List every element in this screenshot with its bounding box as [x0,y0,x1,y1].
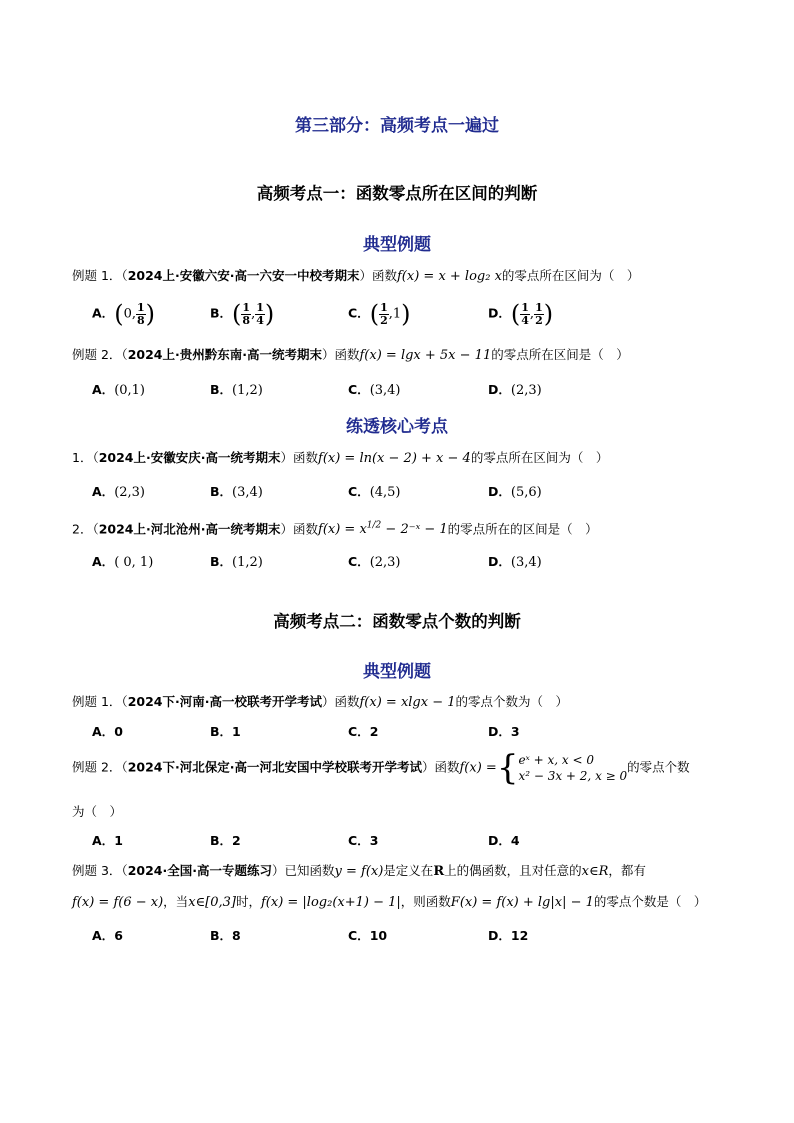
p1-ex2-option-a: A．(0,1) [92,382,146,398]
p1-pr2-option-b: B．(1,2) [210,554,263,570]
fraction: $\frac{1}{8}$ [242,300,251,327]
p1-pr1-question: 1．（2024上·安徽安庆·高一统考期末）函数f(x) = ln(x − 2) + x − 4的零点所在区间为（ ） [72,450,609,466]
p1-ex2-option-c: C．(3,4) [348,382,401,398]
source: 2024上·安徽安庆·高一统考期末 [98,450,281,465]
p1-ex2-option-b: B．(1,2) [210,382,263,398]
p2-ex1-option-b: B．1 [210,724,241,739]
p1-ex1-option-a: A．(0, $\frac{1}{8}$ ) [92,300,156,328]
p2-ex2-question-line2: 为（ ） [72,804,123,819]
p2-ex1-option-d: D．3 [488,724,520,739]
p2-ex1-option-a: A．0 [92,724,123,739]
point1-practice-title: 练透核心考点 [346,417,448,437]
p2-ex3-option-b: B．8 [210,928,241,943]
p1-ex1-question: 例题 1．（2024上·安徽六安·高一六安一中校考期末）函数f(x) = x + log₂ x的零点所在区间为（ ） [72,268,640,284]
p1-pr2-option-d: D．(3,4) [488,554,542,570]
p2-ex2-option-d: D．4 [488,833,520,848]
point1-typical-title: 典型例题 [363,235,431,255]
p2-ex3-question: 例题 3．（2024·全国·高一专题练习）已知函数y = f(x)是定义在R上的偶函数，且对任意的x∈R，都有 [72,863,646,879]
p2-ex1-option-c: C．2 [348,724,379,739]
p1-ex1-option-b: B．( $\frac{1}{8}$ , $\frac{1}{4}$ ) [210,300,275,328]
function-expression: f(x) = xlgx − 1 [359,695,456,710]
piecewise-function: eˣ + x, x < 0 x² − 3x + 2, x ≥ 0 [518,753,628,783]
p2-ex3-option-c: C．10 [348,928,388,943]
point1-title: 高频考点一：函数零点所在区间的判断 [256,184,538,203]
source: 2024下·河南·高一校联考开学考试 [127,694,322,709]
p2-ex3-question-line2: f(x) = f(6 − x)，当x∈[0,3]时，f(x) = |log₂(x+1) − 1|，则函数F(x) = f(x) + lg|x| − 1的零点个数是（ ） [72,894,707,910]
p2-ex3-option-a: A．6 [92,928,123,943]
p2-ex2-option-b: B．2 [210,833,241,848]
p1-pr1-option-d: D．(5,6) [488,484,542,500]
p2-ex2-option-a: A．1 [92,833,123,848]
p1-pr1-option-c: C．(4,5) [348,484,401,500]
source: 2024下·河北保定·高一河北安国中学校联考开学考试 [127,759,422,775]
function-expression: $f(x) = x^{1/2}$ − 2⁻ˣ − 1 [318,521,448,538]
p2-ex1-question: 例题 1．（2024下·河南·高一校联考开学考试）函数f(x) = xlgx − 1的零点个数为（ ） [72,694,569,710]
source: 2024上·河北沧州·高一统考期末 [98,521,281,537]
fraction: $\frac{1}{4}$ [521,300,529,327]
p1-pr1-option-a: A．(2,3) [92,484,146,500]
source: 2024上·安徽六安·高一六安一中校考期末 [127,268,360,283]
fraction: $\frac{1}{2}$ [535,300,543,327]
function-expression: f(x) = x + log₂ x [397,269,502,284]
p1-pr2-question: 2．（2024上·河北沧州·高一统考期末）函数$f(x) = x^{1/2}$ − 2⁻ˣ − 1的零点所在的区间是（ ） [72,521,598,538]
fraction: $\frac{1}{8}$ [136,300,145,327]
p1-ex1-option-d: D．( $\frac{1}{4}$ , $\frac{1}{2}$ ) [488,300,554,328]
part-title: 第三部分：高频考点一遍过 [295,116,499,136]
p1-ex1-option-c: C．( $\frac{1}{2}$ ,1) [348,300,411,328]
fraction: $\frac{1}{2}$ [380,300,388,327]
point2-title: 高频考点二：函数零点个数的判断 [273,612,521,631]
source: 2024上·贵州黔东南·高一统考期末 [127,347,322,362]
p2-ex2-question: 例题 2．（2024下·河北保定·高一河北安国中学校联考开学考试）函数f(x) ={ eˣ + x, x < 0 x² − 3x + 2, x ≥ 0 的零点个数 [72,748,690,788]
p1-pr2-option-c: C．(2,3) [348,554,401,570]
function-expression: f(x) = lgx + 5x − 11 [359,348,492,363]
source: 2024·全国·高一专题练习 [127,863,272,878]
p1-pr1-option-b: B．(3,4) [210,484,263,500]
p1-pr2-option-a: A．( 0, 1) [92,554,154,570]
p2-ex3-option-d: D．12 [488,928,529,943]
function-expression: f(x) = ln(x − 2) + x − 4 [318,451,471,466]
p1-ex2-question: 例题 2．（2024上·贵州黔东南·高一统考期末）函数f(x) = lgx + 5x − 11的零点所在区间是（ ） [72,347,629,363]
point2-typical-title: 典型例题 [363,662,431,682]
p2-ex2-option-c: C．3 [348,833,379,848]
fraction: $\frac{1}{4}$ [256,300,264,327]
p1-ex2-option-d: D．(2,3) [488,382,542,398]
